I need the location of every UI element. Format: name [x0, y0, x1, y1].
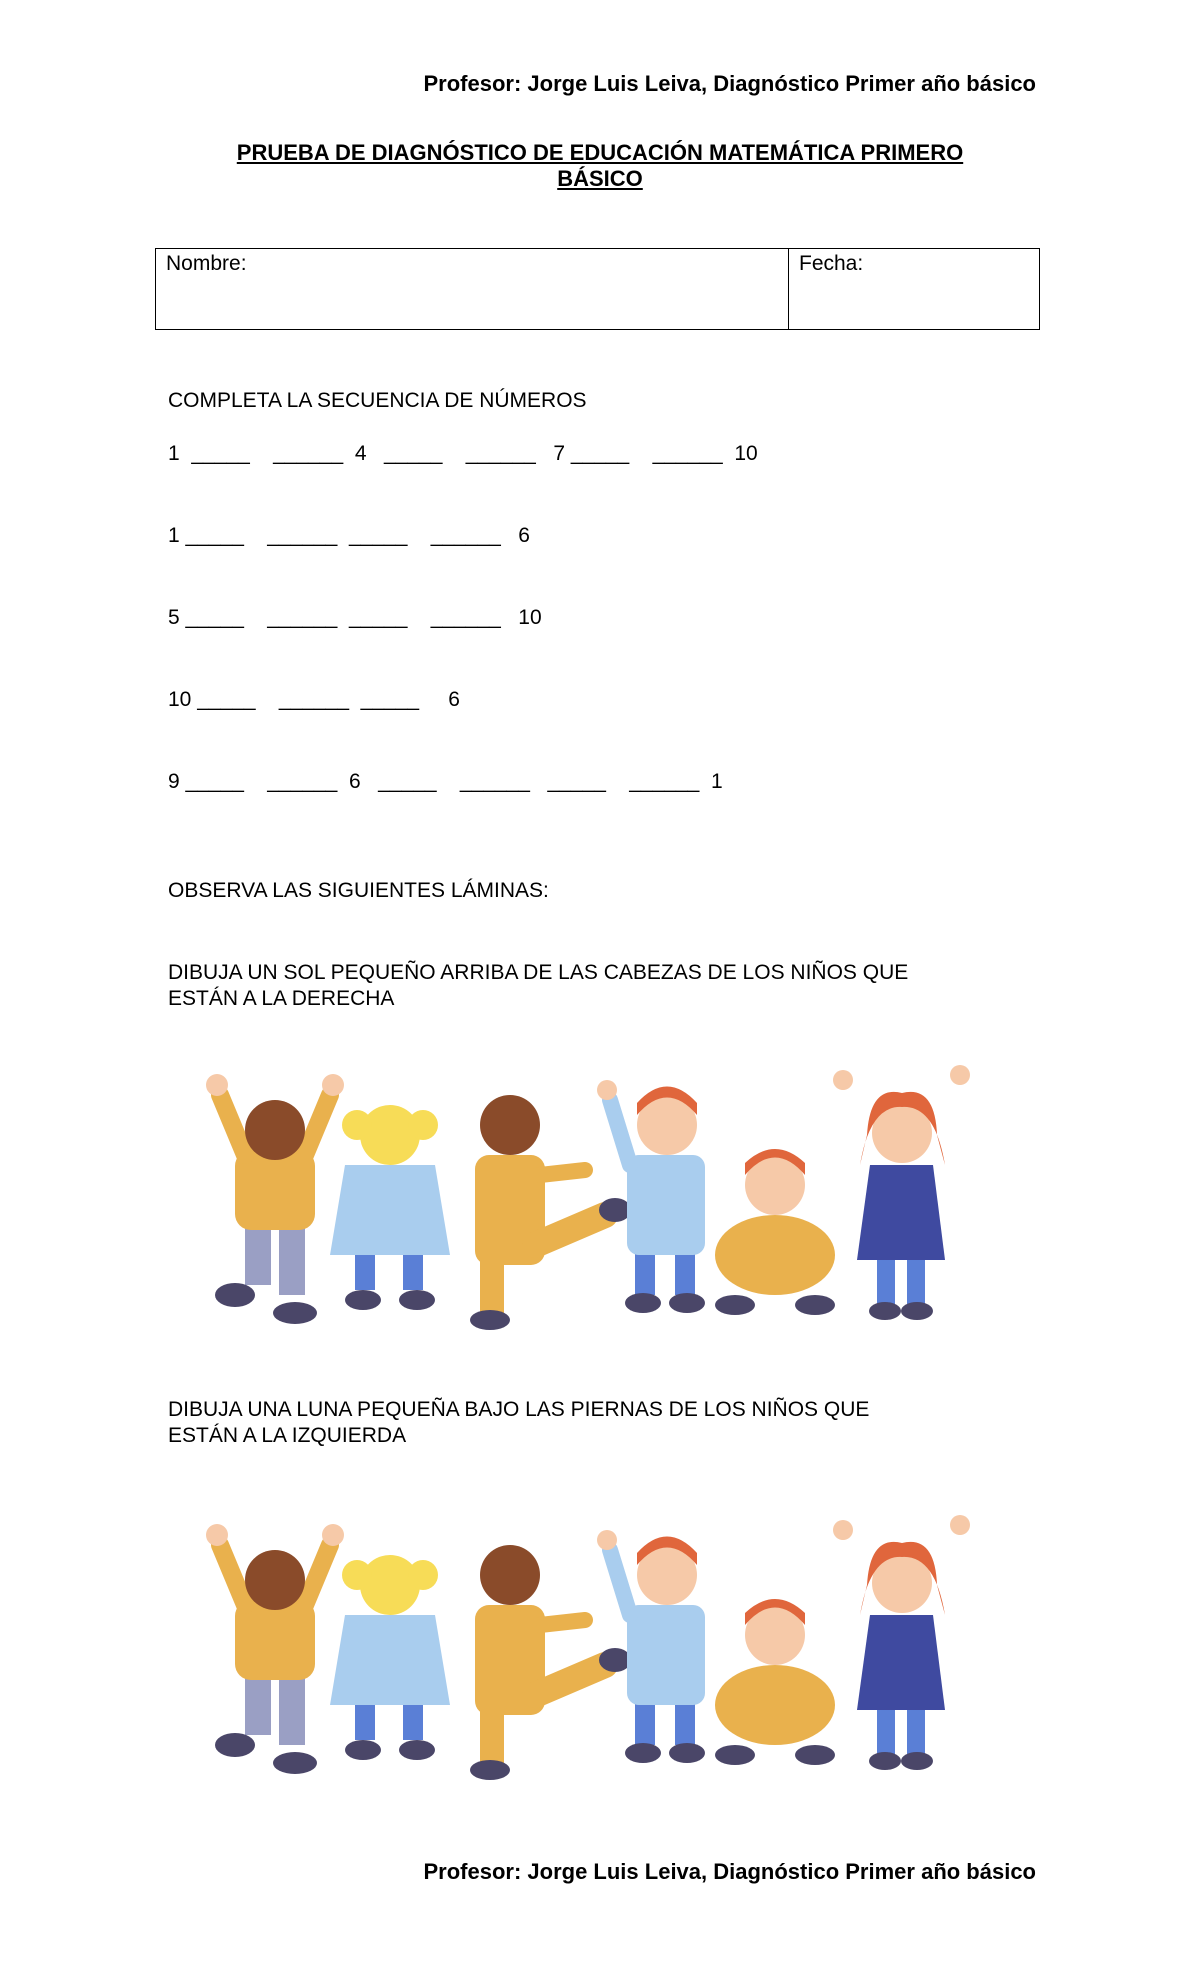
- section-heading-sequences: COMPLETA LA SECUENCIA DE NÚMEROS: [168, 389, 587, 412]
- instruction-sun: [168, 960, 908, 1012]
- child-blonde-checked-dress: [330, 1105, 450, 1310]
- child-red-hair-blue-smock: [597, 1530, 705, 1763]
- instruction-sun-line-2: ESTÁN A LA DERECHA: [168, 987, 395, 1010]
- child-red-hair-blue-smock: [597, 1080, 705, 1313]
- student-info-table: [155, 248, 1040, 330]
- title-line-1: PRUEBA DE DIAGNÓSTICO DE EDUCACIÓN MATEMÁTICA PRIMERO: [236, 140, 964, 165]
- child-brown-hair-back: [206, 1074, 344, 1324]
- children-illustration-1[interactable]: [205, 1055, 995, 1345]
- child-red-hair-navy-dress: [833, 1515, 970, 1770]
- date-label: Fecha:: [799, 252, 864, 275]
- instruction-sun-line-1: DIBUJA UN SOL PEQUEÑO ARRIBA DE LAS CABEZAS DE LOS NIÑOS QUE: [168, 961, 909, 984]
- date-field[interactable]: [789, 249, 1039, 329]
- sequence-row-4[interactable]: 10 _____ ______ _____ 6: [168, 688, 460, 711]
- child-crouching-tan: [715, 1149, 835, 1315]
- title-line-2: BÁSICO: [557, 166, 643, 191]
- child-red-hair-navy-dress: [833, 1065, 970, 1320]
- section-heading-observe: OBSERVA LAS SIGUIENTES LÁMINAS:: [168, 879, 549, 902]
- child-blonde-checked-dress: [330, 1555, 450, 1760]
- sequence-row-1[interactable]: 1 _____ ______ 4 _____ ______ 7 _____ ______ 10: [168, 442, 758, 465]
- page-header: Profesor: Jorge Luis Leiva, Diagnóstico Primer año básico: [423, 71, 1036, 96]
- page-footer: Profesor: Jorge Luis Leiva, Diagnóstico Primer año básico: [423, 1859, 1036, 1884]
- instruction-moon-line-1: DIBUJA UNA LUNA PEQUEÑA BAJO LAS PIERNAS DE LOS NIÑOS QUE: [168, 1398, 870, 1421]
- sequence-row-2[interactable]: 1 _____ ______ _____ ______ 6: [168, 524, 530, 547]
- child-kicking-tan-suit: [470, 1545, 631, 1780]
- child-crouching-tan: [715, 1599, 835, 1765]
- sequence-row-5[interactable]: 9 _____ ______ 6 _____ ______ _____ ______ 1: [168, 770, 723, 793]
- child-kicking-tan-suit: [470, 1095, 631, 1330]
- instruction-moon: [168, 1397, 869, 1449]
- sequence-row-3[interactable]: 5 _____ ______ _____ ______ 10: [168, 606, 542, 629]
- instruction-moon-line-2: ESTÁN A LA IZQUIERDA: [168, 1424, 407, 1447]
- name-label: Nombre:: [166, 252, 247, 275]
- name-field[interactable]: [156, 249, 789, 329]
- page-title: [160, 140, 1040, 192]
- child-brown-hair-back: [206, 1524, 344, 1774]
- children-illustration-2[interactable]: [205, 1505, 995, 1795]
